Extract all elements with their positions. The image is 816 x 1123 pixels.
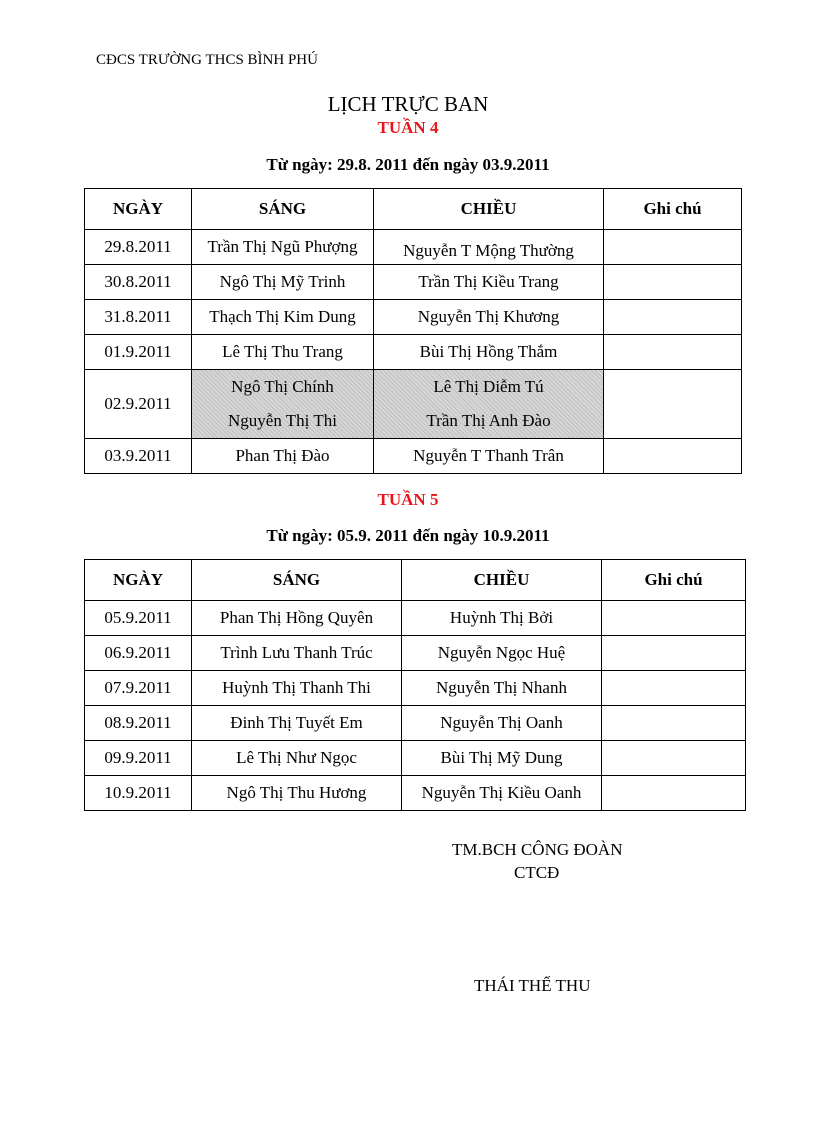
table-row: [85, 671, 746, 706]
table-row: [85, 230, 742, 265]
table-row: [85, 636, 746, 671]
afternoon-cell: Nguyễn Thị Kiều Oanh: [402, 776, 602, 811]
note-cell: [602, 636, 746, 671]
note-cell: [604, 335, 742, 370]
table-row: [85, 370, 742, 439]
afternoon-cell: [374, 230, 604, 265]
afternoon-cell: Nguyễn Thị Nhanh: [402, 671, 602, 706]
week5-schedule-table: [84, 559, 746, 811]
afternoon-name-2: Trần Thị Anh Đào: [426, 411, 551, 430]
note-cell: [602, 741, 746, 776]
afternoon-cell: Bùi Thị Mỹ Dung: [402, 741, 602, 776]
afternoon-name-1: Lê Thị Diễm Tú: [433, 377, 544, 396]
note-cell: [602, 601, 746, 636]
week4-label: TUẦN 4: [377, 118, 439, 137]
morning-cell: Ngô Thị Mỹ Trinh: [192, 265, 374, 300]
signature-org-line: TM.BCH CÔNG ĐOÀN: [452, 840, 623, 859]
header-morning: SÁNG: [192, 560, 402, 601]
date-cell: 08.9.2011: [85, 706, 192, 741]
signature-title-line: CTCĐ: [514, 863, 560, 882]
table-row: [85, 706, 746, 741]
morning-cell: Trình Lưu Thanh Trúc: [192, 636, 402, 671]
header-date: NGÀY: [85, 560, 192, 601]
afternoon-cell: Nguyễn Thị Khương: [374, 300, 604, 335]
date-cell: 30.8.2011: [85, 265, 192, 300]
table-row: [85, 300, 742, 335]
page-title: LỊCH TRỰC BAN: [327, 92, 489, 116]
morning-cell: Trần Thị Ngũ Phượng: [192, 230, 374, 265]
morning-cell: Thạch Thị Kim Dung: [192, 300, 374, 335]
note-cell: [604, 265, 742, 300]
table-row: [85, 439, 742, 474]
date-cell: 07.9.2011: [85, 671, 192, 706]
table-row: [85, 601, 746, 636]
date-cell: 05.9.2011: [85, 601, 192, 636]
date-cell: 01.9.2011: [85, 335, 192, 370]
header-date: NGÀY: [85, 189, 192, 230]
table-header-row: [85, 560, 746, 601]
date-cell: 10.9.2011: [85, 776, 192, 811]
header-afternoon: CHIỀU: [402, 560, 602, 601]
week4-schedule-table: [84, 188, 742, 474]
morning-cell: Ngô Thị Thu Hương: [192, 776, 402, 811]
afternoon-cell: Nguyễn Ngọc Huệ: [402, 636, 602, 671]
morning-cell: Phan Thị Hồng Quyên: [192, 601, 402, 636]
table-row: [85, 335, 742, 370]
table-header-row: [85, 189, 742, 230]
date-cell: 31.8.2011: [85, 300, 192, 335]
week4-date-range: Từ ngày: 29.8. 2011 đến ngày 03.9.2011: [266, 155, 550, 174]
morning-cell: Lê Thị Thu Trang: [192, 335, 374, 370]
table-row: [85, 741, 746, 776]
header-note: Ghi chú: [604, 189, 742, 230]
week5-label: TUẦN 5: [377, 490, 439, 509]
morning-name-2: Nguyễn Thị Thi: [228, 411, 337, 430]
week5-date-range: Từ ngày: 05.9. 2011 đến ngày 10.9.2011: [266, 526, 550, 545]
morning-name-1: Ngô Thị Chính: [231, 377, 334, 396]
note-cell: [604, 439, 742, 474]
afternoon-cell: Bùi Thị Hồng Thắm: [374, 335, 604, 370]
header-morning: SÁNG: [192, 189, 374, 230]
morning-cell: Huỳnh Thị Thanh Thi: [192, 671, 402, 706]
note-cell: [604, 300, 742, 335]
afternoon-text: Nguyễn T Mộng Thường: [403, 241, 574, 260]
afternoon-cell: Trần Thị Kiều Trang: [374, 265, 604, 300]
afternoon-cell: Nguyễn T Thanh Trân: [374, 439, 604, 474]
morning-cell: Phan Thị Đào: [192, 439, 374, 474]
note-cell: [604, 370, 742, 439]
afternoon-cell: Huỳnh Thị Bởi: [402, 601, 602, 636]
signer-name: THÁI THẾ THU: [474, 976, 591, 995]
header-note: Ghi chú: [602, 560, 746, 601]
afternoon-cell: Nguyễn Thị Oanh: [402, 706, 602, 741]
header-afternoon: CHIỀU: [374, 189, 604, 230]
date-cell: 03.9.2011: [85, 439, 192, 474]
morning-cell-shaded: [192, 370, 374, 439]
date-cell: 29.8.2011: [85, 230, 192, 265]
organization-name: CĐCS TRƯỜNG THCS BÌNH PHÚ: [96, 52, 318, 68]
note-cell: [602, 776, 746, 811]
morning-cell: Đinh Thị Tuyết Em: [192, 706, 402, 741]
morning-cell: Lê Thị Như Ngọc: [192, 741, 402, 776]
date-cell: 06.9.2011: [85, 636, 192, 671]
table-row: [85, 265, 742, 300]
afternoon-cell-shaded: [374, 370, 604, 439]
date-cell: 02.9.2011: [85, 370, 192, 439]
note-cell: [604, 230, 742, 265]
table-row: [85, 776, 746, 811]
note-cell: [602, 706, 746, 741]
date-cell: 09.9.2011: [85, 741, 192, 776]
note-cell: [602, 671, 746, 706]
